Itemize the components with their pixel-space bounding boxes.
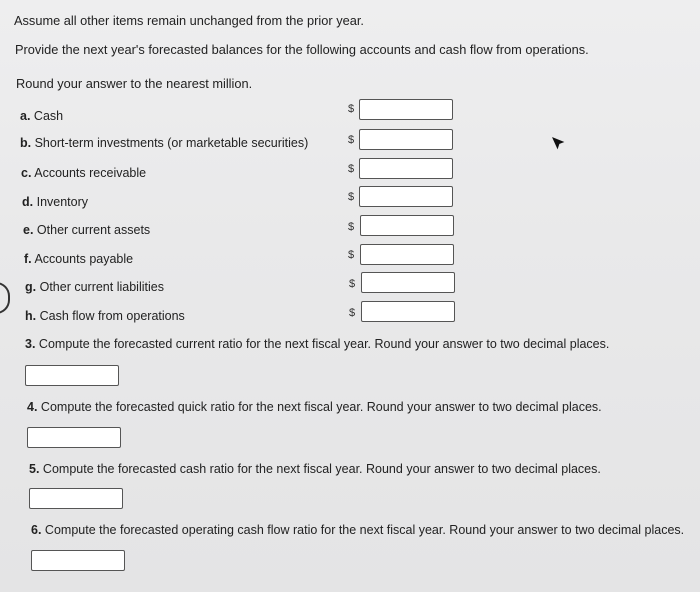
cash-ratio-input[interactable]: [29, 488, 123, 509]
currency-symbol: $: [348, 163, 355, 175]
other-current-assets-input[interactable]: [360, 215, 454, 236]
account-label-cash: a. Cash: [20, 109, 64, 123]
short-term-investments-input[interactable]: [359, 129, 453, 150]
question-current-ratio: 3. Compute the forecasted current ratio for the next fiscal year. Round your answer to two decimal places.: [25, 337, 610, 351]
currency-symbol: $: [349, 278, 356, 290]
mouse-pointer-icon: [550, 135, 566, 151]
cash-flow-from-operations-input[interactable]: [361, 301, 455, 322]
question-cash-ratio: 5. Compute the forecasted cash ratio for the next fiscal year. Round your answer to two decimal places.: [29, 462, 601, 476]
current-ratio-input[interactable]: [25, 365, 119, 386]
instruction-line-1: Assume all other items remain unchanged from the prior year.: [14, 13, 364, 28]
currency-symbol: $: [348, 249, 355, 261]
account-label-other-current-liabilities: g. Other current liabilities: [25, 280, 164, 294]
currency-symbol: $: [348, 134, 355, 146]
currency-symbol: $: [348, 221, 355, 233]
account-label-accounts-receivable: c. Accounts receivable: [21, 166, 147, 180]
cash-input[interactable]: [359, 99, 453, 120]
other-current-liabilities-input[interactable]: [361, 272, 455, 293]
operating-cash-flow-ratio-input[interactable]: [31, 550, 125, 571]
instruction-line-2: Provide the next year's forecasted balances for the following accounts and cash flow from operations.: [15, 42, 589, 57]
inventory-input[interactable]: [359, 186, 453, 207]
question-operating-cash-flow-ratio: 6. Compute the forecasted operating cash flow ratio for the next fiscal year. Round your answer to two decimal places.: [31, 523, 685, 537]
currency-symbol: $: [348, 103, 355, 115]
quick-ratio-input[interactable]: [27, 427, 121, 448]
account-label-short-term-investments: b. Short-term investments (or marketable securities): [20, 136, 309, 150]
account-label-other-current-assets: e. Other current assets: [23, 223, 151, 237]
accounts-receivable-input[interactable]: [359, 158, 453, 179]
currency-symbol: $: [348, 191, 355, 203]
account-label-cash-flow-from-operations: h. Cash flow from operations: [25, 309, 185, 323]
instruction-line-3: Round your answer to the nearest million.: [16, 76, 253, 91]
account-label-accounts-payable: f. Accounts payable: [24, 252, 134, 266]
question-quick-ratio: 4. Compute the forecasted quick ratio for the next fiscal year. Round your answer to two decimal places.: [27, 400, 602, 414]
edge-bracket-decoration: [0, 282, 10, 314]
currency-symbol: $: [349, 307, 356, 319]
account-label-inventory: d. Inventory: [22, 195, 89, 209]
accounts-payable-input[interactable]: [360, 244, 454, 265]
